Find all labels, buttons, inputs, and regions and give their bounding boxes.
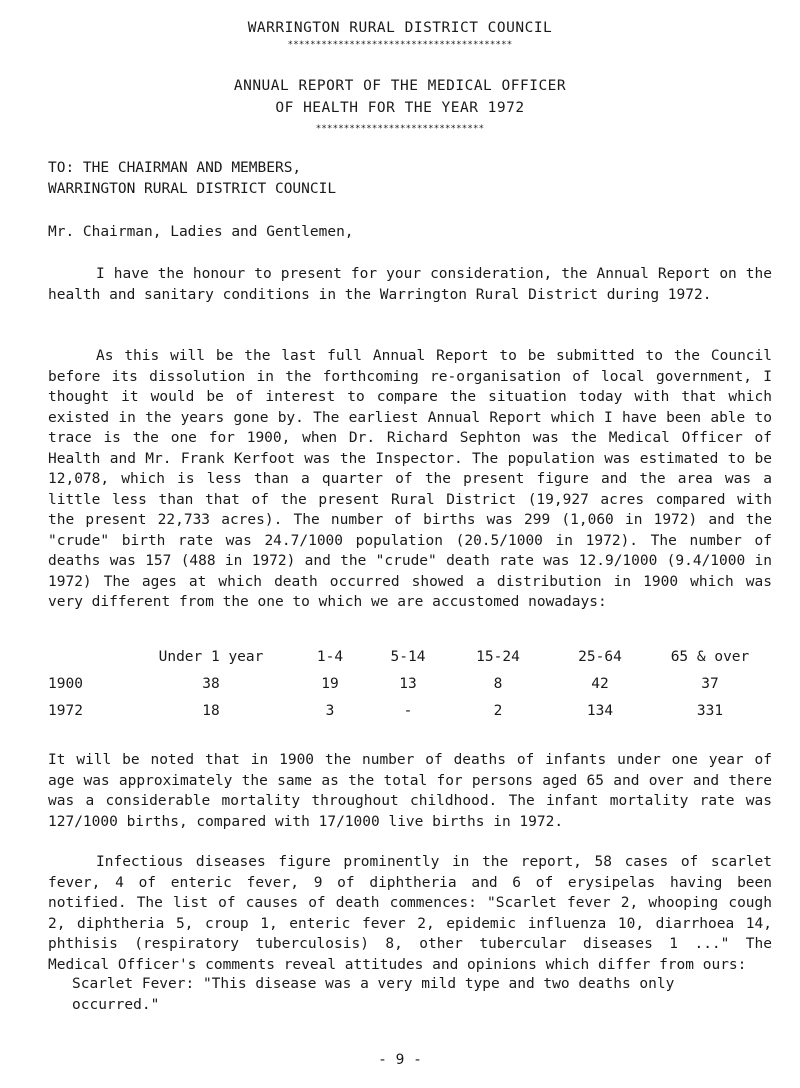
table-header <box>48 643 130 670</box>
paragraph-intro: I have the honour to present for your consideration, the Annual Report on the health and sanitary conditions in the Warrington Rural District during 1972. <box>48 266 772 303</box>
paragraph-infectious-diseases: Infectious diseases figure prominently in the report, 58 cases of scarlet fever, 4 of enteric fever, 9 of diphtheria and 6 of erysipelas having been notified. The list of causes of death commences: "Scarlet fever 2, whooping cough 2, diphtheria 5, croup 1, enteric fever 2, epidemic influenza 10, diarrhoea 14, phthisis (respiratory tuberculosis) 8, other tubercular diseases 1 ..." The Medical Officer's comments reveal attitudes and opinions which differ from ours: <box>48 854 772 973</box>
table-row <box>48 670 768 697</box>
table-cell: - <box>403 702 413 719</box>
table-cell: 18 <box>202 702 220 719</box>
report-title-line2: OF HEALTH FOR THE YEAR 1972 <box>275 100 525 116</box>
table-cell: 37 <box>701 675 719 692</box>
deaths-by-age-table <box>48 643 768 724</box>
table-header: 25-64 <box>578 648 622 665</box>
decorative-stars: ****************************** <box>315 124 485 134</box>
page-number: - 9 - <box>378 1052 422 1068</box>
salutation: Mr. Chairman, Ladies and Gentlemen, <box>48 224 354 240</box>
report-title-line1: ANNUAL REPORT OF THE MEDICAL OFFICER <box>233 78 567 94</box>
quote-scarlet-fever: Scarlet Fever: "This disease was a very mild type and two deaths only occurred." <box>72 976 675 1013</box>
address-line: WARRINGTON RURAL DISTRICT COUNCIL <box>48 181 337 197</box>
table-cell: 13 <box>399 675 417 692</box>
table-header: 5-14 <box>390 648 426 665</box>
table-row <box>48 697 768 724</box>
table-header-row <box>48 643 768 670</box>
paragraph-history: As this will be the last full Annual Report to be submitted to the Council before its dissolution in the forthcoming re-organisation of local government, I thought it would be of interest to compare the situation today with that which existed in the years gone by. The earliest Annual Report which I have been able to trace is the one for 1900, when Dr. Richard Sephton was the Medical Officer of Health and Mr. Frank Kerfoot was the Inspector. The population was estimated to be 12,078, which is less than a quarter of the present figure and the area was a little less than that of the present Rural District (19,927 acres compared with the present 22,733 acres). The number of births was 299 (1,060 in 1972) and the "crude" birth rate was 24.7/1000 population (20.5/1000 in 1972). The number of deaths was 157 (488 in 1972) and the "crude" death rate was 12.9/1000 (9.4/1000 in 1972) The ages at which death occurred showed a distribution in 1900 which was very different from the one to which we are accustomed nowadays: <box>48 348 772 610</box>
table-cell: 8 <box>493 675 503 692</box>
table-cell: 134 <box>586 702 614 719</box>
table-header: 1-4 <box>316 648 344 665</box>
table-cell: 38 <box>202 675 220 692</box>
table-cell: 19 <box>321 675 339 692</box>
table-header: Under 1 year <box>158 648 264 665</box>
decorative-stars: **************************************** <box>287 40 513 50</box>
address-line: TO: THE CHAIRMAN AND MEMBERS, <box>48 160 302 176</box>
table-header: 65 & over <box>670 648 750 665</box>
table-cell: 42 <box>591 675 609 692</box>
table-cell: 331 <box>696 702 724 719</box>
table-cell-year: 1900 <box>48 675 83 692</box>
table-cell: 2 <box>493 702 503 719</box>
council-title: WARRINGTON RURAL DISTRICT COUNCIL <box>247 20 553 36</box>
table-cell-year: 1972 <box>48 702 83 719</box>
table-cell: 3 <box>325 702 335 719</box>
table-header: 15-24 <box>476 648 520 665</box>
paragraph-mortality: It will be noted that in 1900 the number of deaths of infants under one year of age was approximately the same as the total for persons aged 65 and over and there was a considerable mortality throughout childhood. The infant mortality rate was 127/1000 births, compared with 17/1000 live births in 1972. <box>48 752 772 830</box>
